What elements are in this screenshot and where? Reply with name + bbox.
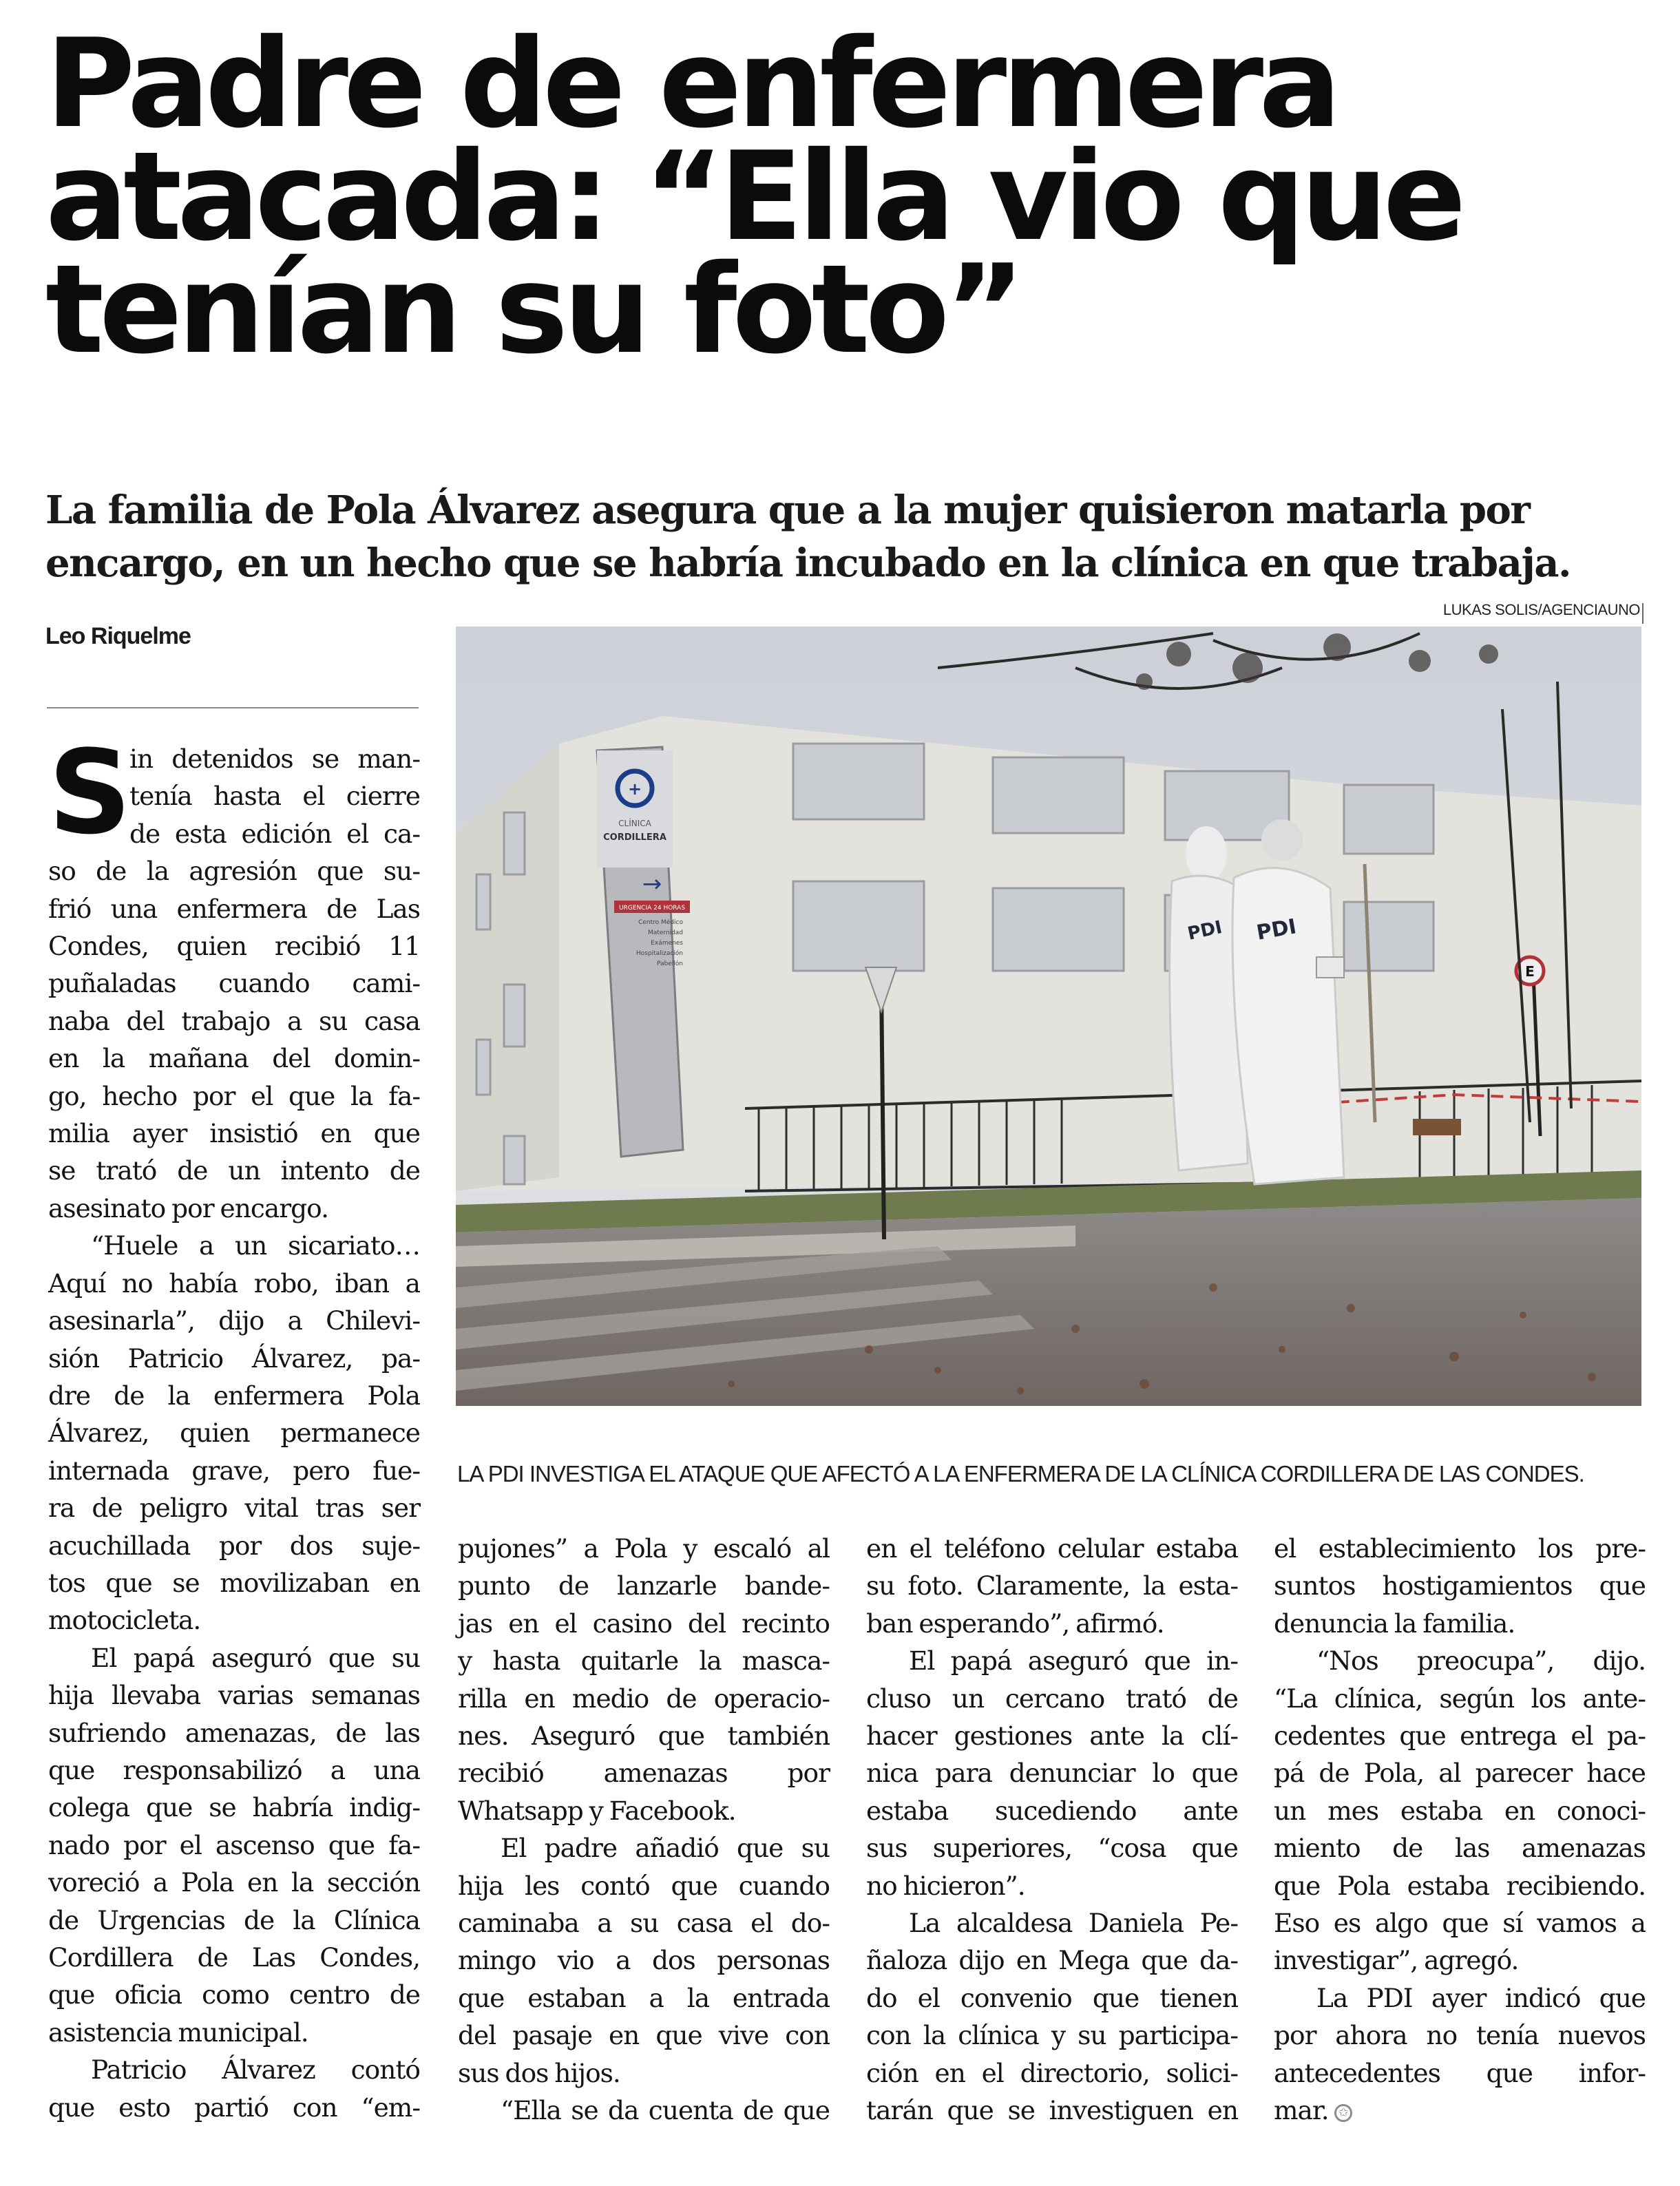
body-line: milia ayer insistió en que — [48, 1118, 420, 1149]
body-line: asesinarla”, dijo a Chilevi- — [48, 1305, 420, 1336]
body-line: motocicleta. — [48, 1605, 201, 1636]
deck-line-2: encargo, en un hecho que se habría incubado en la clínica en que trabaja. — [45, 540, 1571, 586]
deck-subheadline — [45, 484, 1650, 590]
body-line: naba del trabajo a su casa — [48, 1005, 420, 1036]
body-line: hija les contó que cuando — [458, 1870, 830, 1901]
svg-text:Pabellón: Pabellón — [657, 960, 683, 967]
body-line: nes. Aseguró que también — [458, 1721, 830, 1752]
body-line: punto de lanzarle bande- — [458, 1570, 830, 1601]
body-line: “Huele a un sicariato… — [91, 1230, 420, 1261]
body-line: caminaba a su casa el do- — [458, 1908, 830, 1939]
body-line: La PDI ayer indicó que — [1316, 1982, 1646, 2013]
svg-text:PDI: PDI — [1254, 914, 1299, 945]
body-column-1 — [48, 725, 420, 2126]
byline: Leo Riquelme — [45, 623, 191, 649]
body-line: acuchillada por dos suje- — [48, 1530, 420, 1561]
headline-line-2: atacada: “Ella vio que — [45, 125, 1462, 268]
body-line: hacer gestiones ante la clí- — [866, 1721, 1238, 1752]
body-line: de Urgencias de la Clínica — [48, 1904, 420, 1935]
body-line: por ahora no tenía nuevos — [1274, 2020, 1646, 2051]
svg-text:→: → — [642, 870, 662, 898]
body-line: antecedentes que infor- — [1274, 2057, 1646, 2088]
body-line: Aquí no había robo, iban a — [48, 1268, 420, 1299]
body-line: sión Patricio Álvarez, pa- — [48, 1343, 420, 1374]
headline — [45, 12, 1629, 381]
body-line: nado por el ascenso que fa- — [48, 1829, 420, 1860]
body-line: pujones” a Pola y escaló al — [458, 1533, 830, 1564]
body-line: “Nos preocupa”, dijo. — [1316, 1646, 1646, 1677]
svg-text:Centro Médico: Centro Médico — [638, 919, 683, 926]
svg-text:E: E — [1525, 963, 1535, 980]
body-line: que estaban a la entrada — [458, 1982, 830, 2013]
body-line: Condes, quien recibió 11 — [48, 931, 420, 962]
body-line: do el convenio que tienen — [866, 1982, 1238, 2013]
body-line: El papá aseguró que in- — [909, 1646, 1238, 1677]
body-line: La alcaldesa Daniela Pe- — [909, 1908, 1238, 1939]
body-line: Patricio Álvarez contó — [91, 2054, 420, 2085]
svg-text:Exámenes: Exámenes — [651, 940, 683, 947]
body-line: que Pola estaba recibiendo. — [1274, 1870, 1646, 1901]
body-column-4 — [1274, 1530, 1646, 2130]
body-line: se trató de un intento de — [48, 1155, 420, 1186]
body-line: rilla en medio de operacio- — [458, 1683, 830, 1714]
body-line: ban esperando”, afirmó. — [866, 1608, 1164, 1639]
body-line: pá de Pola, al parecer hace — [1274, 1758, 1646, 1789]
credit-divider — [1642, 603, 1644, 624]
article-photo — [456, 627, 1641, 1406]
svg-text:Hospitalización: Hospitalización — [636, 950, 683, 957]
body-line: voreció a Pola en la sección — [48, 1867, 420, 1898]
body-column-3 — [866, 1530, 1238, 2130]
body-line: Álvarez, quien permanece — [48, 1418, 420, 1449]
body-line: con la clínica y su participa- — [866, 2020, 1238, 2051]
dropcap: S — [48, 725, 131, 860]
body-line: sufriendo amenazas, de las — [48, 1717, 420, 1748]
body-line: Eso es algo que sí vamos a — [1274, 1908, 1646, 1939]
star-in-circle-icon: ✩ — [1334, 2104, 1352, 2122]
body-line: denuncia la familia. — [1274, 1608, 1515, 1639]
body-line: tarán que se investiguen en — [866, 2095, 1238, 2126]
body-line: sus superiores, “cosa que — [866, 1833, 1238, 1864]
body-line: internada grave, pero fue- — [48, 1455, 420, 1486]
body-line: que oficia como centro de — [48, 1979, 420, 2010]
body-line: un mes estaba en conoci- — [1274, 1795, 1646, 1826]
crime-scene-photo — [456, 627, 1641, 1406]
deck-line-1: La familia de Pola Álvarez asegura que a la mujer quisieron matarla por — [45, 487, 1530, 533]
body-line: de esta edición el ca- — [129, 818, 420, 849]
body-line: del pasaje en que vive con — [458, 2020, 830, 2051]
body-line: sus dos hijos. — [458, 2057, 620, 2088]
body-line: puñaladas cuando cami- — [48, 968, 420, 999]
headline-line-1: Padre de enfermera — [45, 12, 1337, 155]
body-line: “La clínica, según los ante- — [1274, 1683, 1646, 1714]
body-line: mar. ✩ — [1274, 2092, 1646, 2129]
body-line: El papá aseguró que su — [91, 1642, 420, 1673]
body-line: que esto partió con “em- — [48, 2092, 420, 2123]
svg-text:CLÍNICA: CLÍNICA — [618, 819, 651, 828]
body-line: El padre añadió que su — [501, 1833, 830, 1864]
body-line: hija llevaba varias semanas — [48, 1680, 420, 1711]
photo-caption: LA PDI INVESTIGA EL ATAQUE QUE AFECTÓ A LA ENFERMERA DE LA CLÍNICA CORDILLERA DE LAS CONDES. — [457, 1461, 1584, 1486]
body-line: estaba sucediendo ante — [866, 1795, 1238, 1826]
body-column-2 — [458, 1530, 830, 2130]
body-line: recibió amenazas por — [458, 1758, 830, 1789]
body-line: asesinato por encargo. — [48, 1192, 329, 1223]
body-line: ñaloza dijo en Mega que da- — [866, 1945, 1238, 1976]
body-line: tos que se movilizaban en — [48, 1567, 420, 1598]
body-line: colega que se habría indig- — [48, 1792, 420, 1823]
body-line: que responsabilizó a una — [48, 1754, 420, 1785]
body-line: mingo vio a dos personas — [458, 1945, 830, 1976]
body-line: investigar”, agregó. — [1274, 1945, 1519, 1976]
svg-text:Maternidad: Maternidad — [647, 929, 683, 936]
body-line: suntos hostigamientos que — [1274, 1570, 1646, 1601]
body-line: miento de las amenazas — [1274, 1833, 1646, 1864]
body-line: jas en el casino del recinto — [458, 1608, 830, 1639]
body-line: nica para denunciar lo que — [866, 1758, 1238, 1789]
body-line: tenía hasta el cierre — [129, 781, 420, 812]
body-line: en la mañana del domin- — [48, 1043, 420, 1074]
body-line: cluso un cercano trató de — [866, 1683, 1238, 1714]
body-line: dre de la enfermera Pola — [48, 1380, 420, 1411]
body-line: frió una enfermera de Las — [48, 893, 420, 924]
body-line: ción en el directorio, solici- — [866, 2057, 1238, 2088]
headline-line-3: tenían su foto” — [45, 238, 1021, 381]
body-line: no hicieron”. — [866, 1870, 1025, 1901]
svg-text:+: + — [627, 779, 642, 799]
body-line: cedentes que entrega el pa- — [1274, 1721, 1646, 1752]
body-line: asistencia municipal. — [48, 2017, 308, 2048]
body-line: “Ella se da cuenta de que — [501, 2095, 830, 2126]
body-line: en el teléfono celular estaba — [866, 1533, 1238, 1564]
body-line: Whatsapp y Facebook. — [458, 1795, 736, 1826]
body-line: ra de peligro vital tras ser — [48, 1493, 420, 1524]
svg-text:PDI: PDI — [1186, 917, 1224, 945]
byline-divider — [47, 707, 419, 708]
body-line: Cordillera de Las Condes, — [48, 1942, 420, 1973]
body-line: go, hecho por el que la fa- — [48, 1080, 420, 1111]
body-line: y hasta quitarle la masca- — [458, 1646, 830, 1677]
body-line: el establecimiento los pre- — [1274, 1533, 1646, 1564]
photo-credit: LUKAS SOLIS/AGENCIAUNO — [1442, 601, 1640, 618]
body-line: in detenidos se man- — [129, 744, 420, 774]
body-line: so de la agresión que su- — [48, 856, 420, 887]
svg-text:URGENCIA 24 HORAS: URGENCIA 24 HORAS — [618, 905, 686, 912]
body-line: su foto. Claramente, la esta- — [866, 1570, 1238, 1601]
svg-text:CORDILLERA: CORDILLERA — [603, 832, 666, 843]
